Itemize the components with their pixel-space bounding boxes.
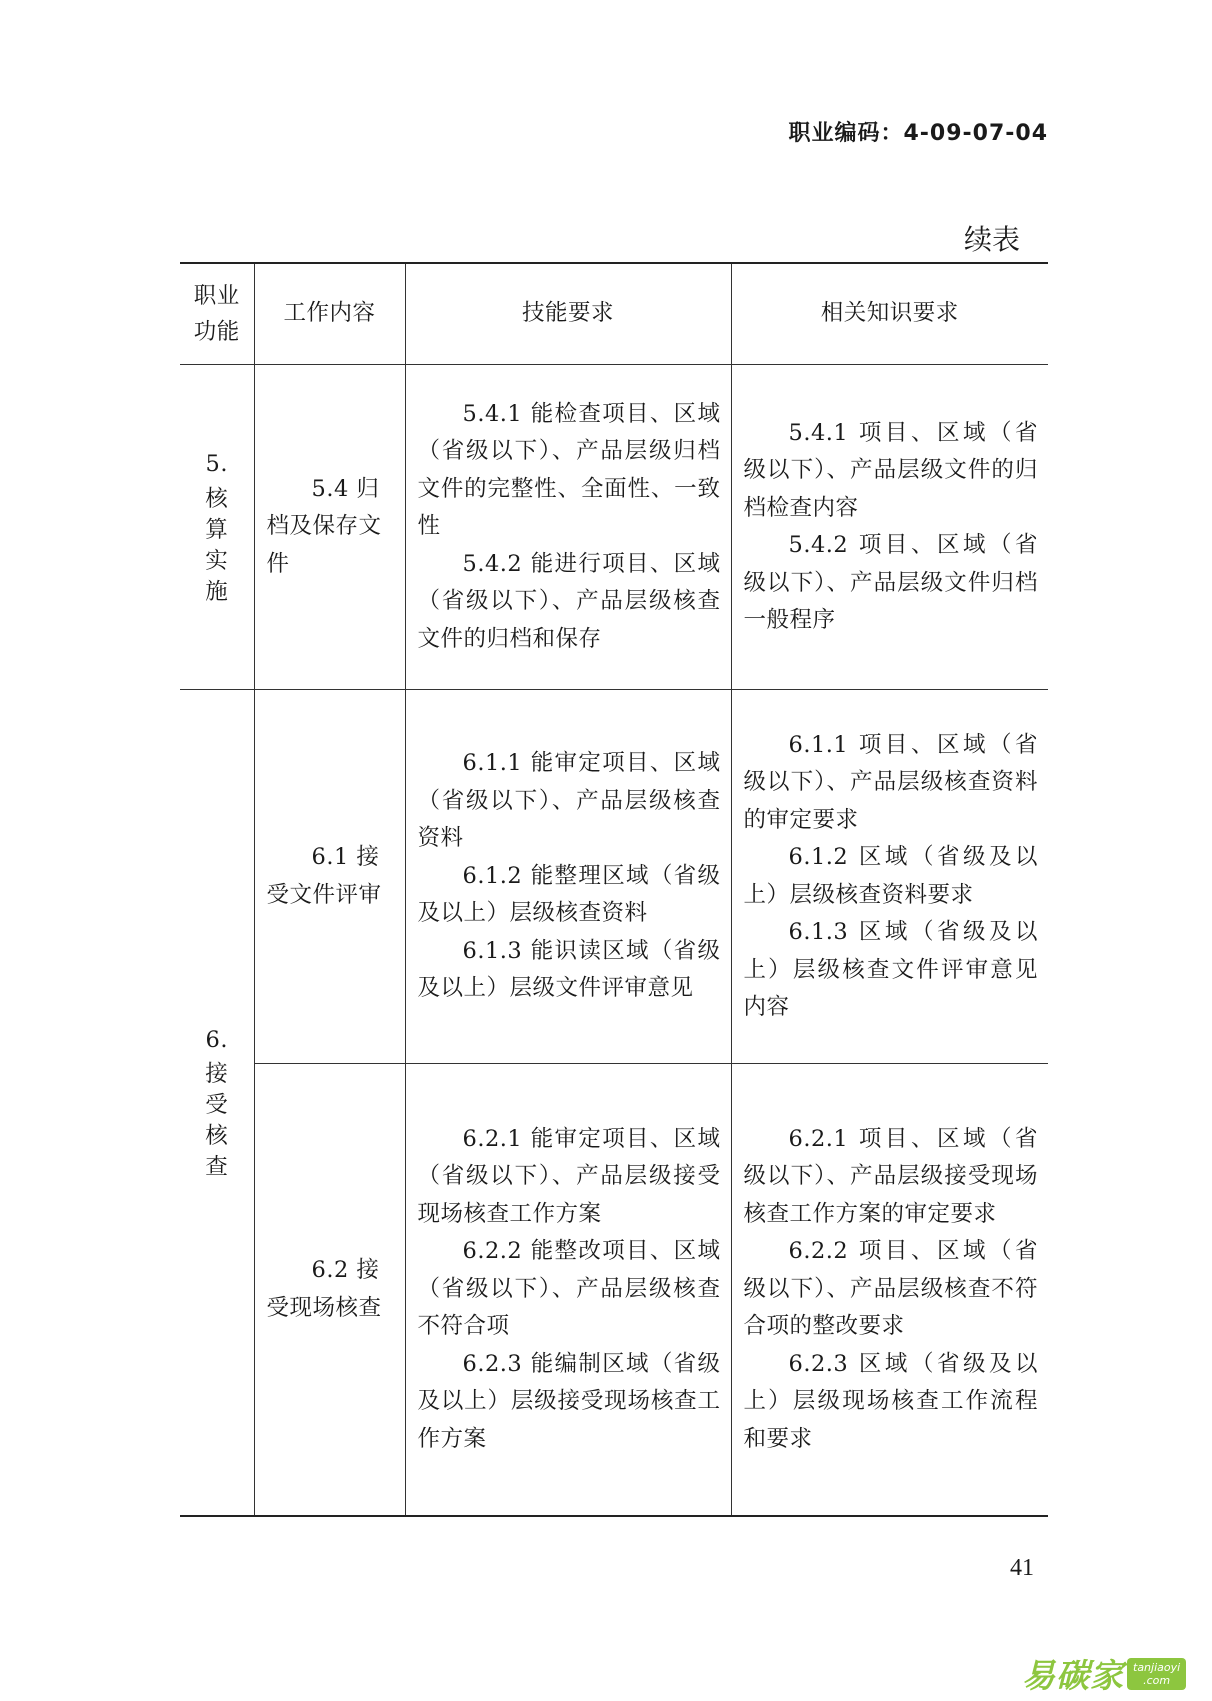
knowledge-item: 6.2.2 项目、区域（省级以下）、产品层级核查不符合项的整改要求 [743, 1238, 1038, 1340]
knowledge-cell [731, 690, 1048, 1064]
function-name: 接受核查 [205, 1061, 229, 1181]
skill-item: 6.1.2 能整理区域（省级及以上）层级核查资料 [417, 862, 721, 927]
skill-item: 6.2.3 能编制区域（省级及以上）层级接受现场核查工作方案 [417, 1350, 721, 1452]
work-content-cell [254, 1064, 405, 1517]
skill-item: 6.2.1 能审定项目、区域（省级以下）、产品层级接受现场核查工作方案 [417, 1125, 721, 1227]
skill-item: 6.2.2 能整改项目、区域（省级以下）、产品层级核查不符合项 [417, 1238, 721, 1340]
knowledge-cell [731, 1064, 1048, 1517]
occupation-code: 职业编码：4-09-07-04 [788, 121, 1048, 146]
knowledge-item: 6.1.1 项目、区域（省级以下）、产品层级核查资料的审定要求 [743, 731, 1038, 833]
watermark-domain-line-2: .com [1143, 1673, 1171, 1687]
skill-item: 5.4.1 能检查项目、区域（省级以下）、产品层级归档文件的完整性、全面性、一致性 [417, 400, 721, 540]
function-number: 6. [205, 1026, 228, 1053]
function-number: 5. [205, 451, 228, 478]
watermark-domain-line-1: tanjiaoyi [1133, 1660, 1181, 1674]
knowledge-item: 5.4.2 项目、区域（省级以下）、产品层级文件归档一般程序 [743, 532, 1038, 633]
skill-cell [405, 1064, 731, 1517]
work-content-text: 6.1 接受文件评审 [266, 844, 382, 908]
watermark-text: 易碳家 [1022, 1656, 1124, 1695]
function-name: 核算实施 [205, 485, 229, 605]
work-content-text: 6.2 接受现场核查 [266, 1257, 382, 1321]
knowledge-item: 5.4.1 项目、区域（省级以下）、产品层级文件的归档检查内容 [743, 419, 1038, 521]
continued-label: 续表 [963, 223, 1020, 256]
table-row [180, 365, 1048, 690]
skill-item: 5.4.2 能进行项目、区域（省级以下）、产品层级核查文件的归档和保存 [417, 550, 721, 652]
header-work-content: 工作内容 [254, 263, 405, 365]
header-skill-requirements: 技能要求 [405, 263, 731, 365]
knowledge-item: 6.1.3 区域（省级及以上）层级核查文件评审意见内容 [743, 919, 1038, 1020]
skill-item: 6.1.3 能识读区域（省级及以上）层级文件评审意见 [417, 937, 721, 1002]
knowledge-item: 6.2.1 项目、区域（省级以下）、产品层级接受现场核查工作方案的审定要求 [743, 1125, 1038, 1227]
watermark-logo [1022, 1650, 1186, 1697]
work-content-cell [254, 690, 405, 1064]
function-cell [180, 690, 254, 1517]
knowledge-cell [731, 365, 1048, 690]
page-number: 41 [1010, 1555, 1034, 1581]
competency-table [180, 262, 1048, 1517]
skill-cell [405, 365, 731, 690]
work-content-text: 5.4 归档及保存文件 [266, 475, 382, 577]
table-row [180, 690, 1048, 1064]
watermark-badge [1127, 1658, 1186, 1690]
skill-cell [405, 690, 731, 1064]
header-function-line-2: 功能 [193, 319, 240, 345]
header-function [180, 263, 254, 365]
knowledge-item: 6.1.2 区域（省级及以上）层级核查资料要求 [743, 844, 1038, 908]
header-knowledge-requirements: 相关知识要求 [731, 263, 1048, 365]
skill-item: 6.1.1 能审定项目、区域（省级以下）、产品层级核查资料 [417, 750, 721, 852]
header-function-line-1: 职业 [193, 283, 240, 309]
table-row [180, 1064, 1048, 1517]
knowledge-item: 6.2.3 区域（省级及以上）层级现场核查工作流程和要求 [743, 1350, 1038, 1452]
function-cell [180, 365, 254, 690]
work-content-cell [254, 365, 405, 690]
table-header-row [180, 263, 1048, 365]
